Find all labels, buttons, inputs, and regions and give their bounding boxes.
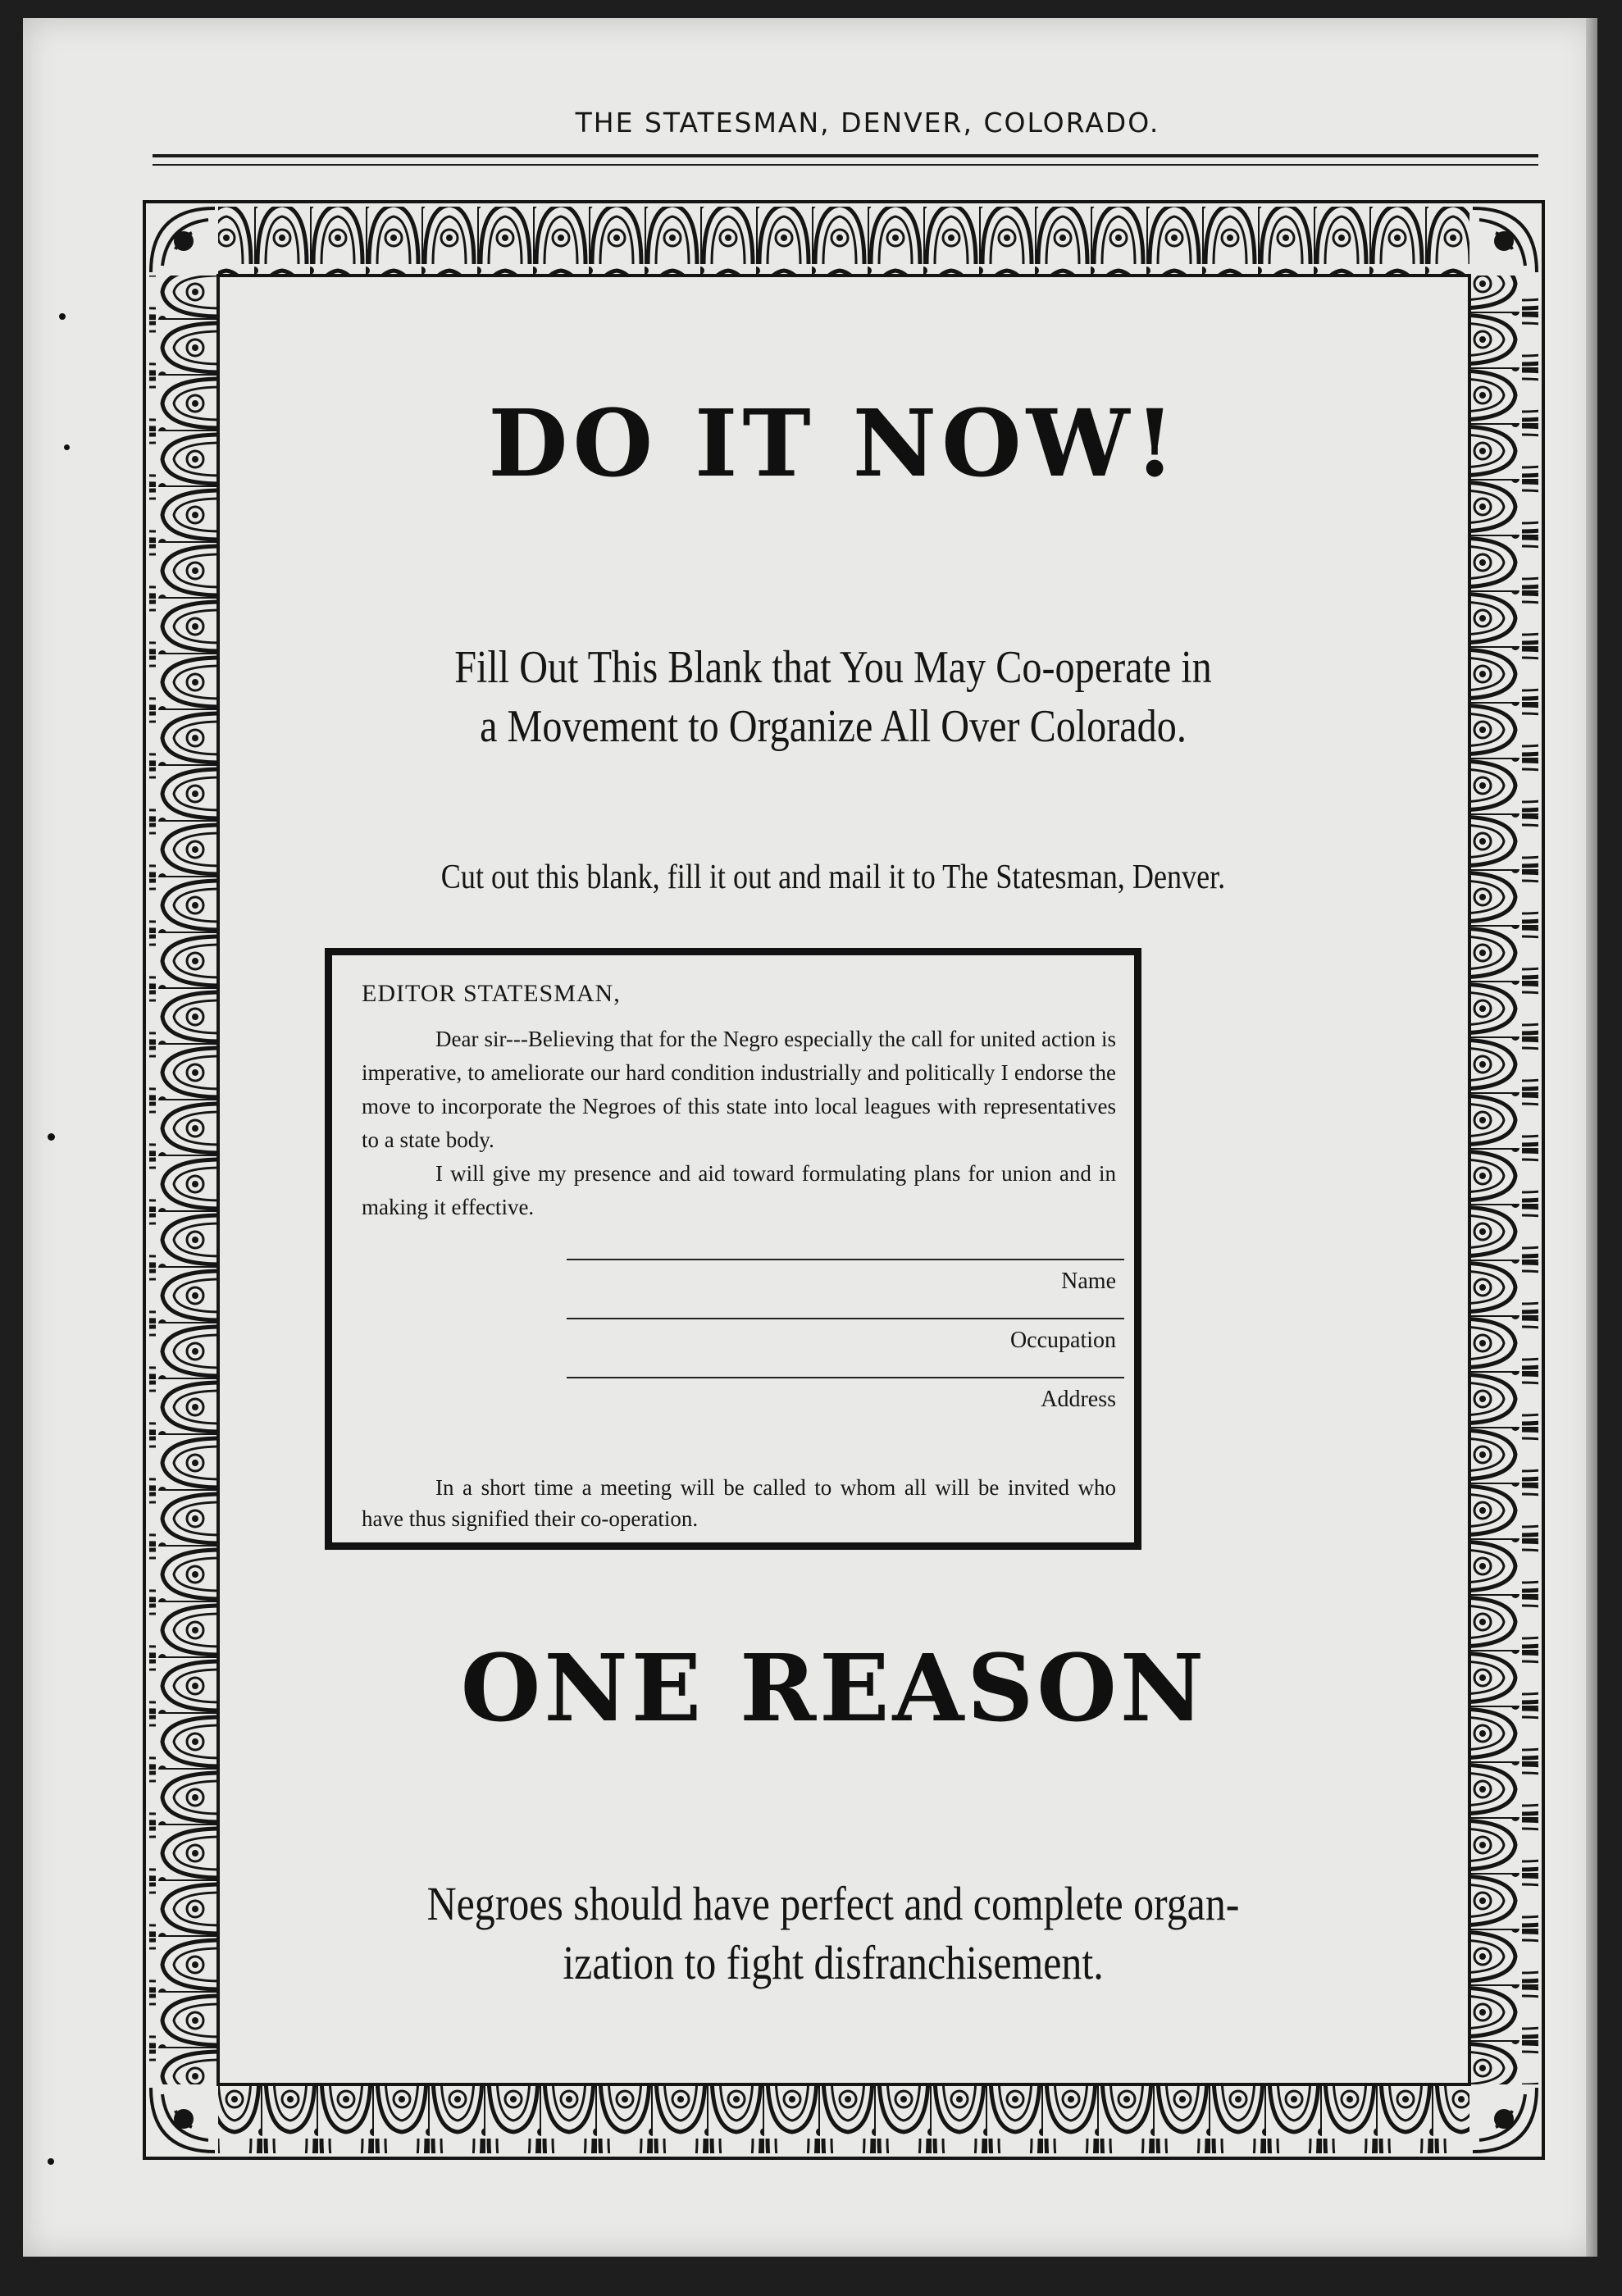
scan-speck <box>48 2158 54 2165</box>
occupation-field[interactable] <box>567 1318 1116 1377</box>
reason-line: ization to fight disfranchisement. <box>563 1936 1104 1989</box>
reason-heading: ONE REASON <box>460 1635 1208 1742</box>
field-label: Address <box>1041 1387 1116 1412</box>
masthead: THE STATESMAN, DENVER, COLORADO. <box>575 107 1160 139</box>
coupon-form <box>325 948 1141 1550</box>
scan-speck <box>48 1133 55 1141</box>
newspaper-page <box>23 18 1597 2257</box>
reason-line: Negroes should have perfect and complete organ- <box>426 1877 1240 1930</box>
form-addressee: EDITOR STATESMAN, <box>362 980 621 1007</box>
name-field[interactable] <box>567 1259 1116 1318</box>
form-paragraph: Dear sir---Believing that for the Negro especially the call for united action is imperative, to ameliorate our hard condition industrially and politically I endorse the move to incorporate the Negroes of this state into local leagues with representatives to a state body. <box>362 1027 1116 1152</box>
scan-speck <box>64 444 70 450</box>
form-fields <box>362 1259 1116 1436</box>
advertisement-content <box>210 284 1458 2088</box>
subheadline-line: Fill Out This Blank that You May Co-operate in <box>454 642 1212 693</box>
instruction: Cut out this blank, fill it out and mail it to The Statesman, Denver. <box>440 859 1226 896</box>
field-line <box>567 1259 1124 1260</box>
reason-text <box>326 1875 1341 1993</box>
subheadline <box>339 638 1327 756</box>
coupon-form-body <box>362 980 1116 1556</box>
page-edge <box>1586 18 1597 2257</box>
headline: DO IT NOW! <box>488 390 1180 498</box>
masthead-rule-thin <box>153 164 1538 166</box>
subheadline-line: a Movement to Organize All Over Colorado. <box>480 701 1187 752</box>
form-note: In a short time a meeting will be called to whom all will be invited who have thus signified their co-operation. <box>362 1475 1116 1531</box>
field-label: Occupation <box>1009 1328 1116 1353</box>
masthead-rule <box>153 154 1538 157</box>
field-label: Name <box>1061 1269 1116 1294</box>
form-paragraph: I will give my presence and aid toward formulating plans for union and in making it effective. <box>362 1161 1116 1219</box>
corner-flourish-icon <box>174 231 194 251</box>
scan-speck <box>59 313 66 320</box>
field-line <box>567 1318 1124 1319</box>
field-line <box>567 1377 1124 1378</box>
address-field[interactable] <box>567 1377 1116 1436</box>
